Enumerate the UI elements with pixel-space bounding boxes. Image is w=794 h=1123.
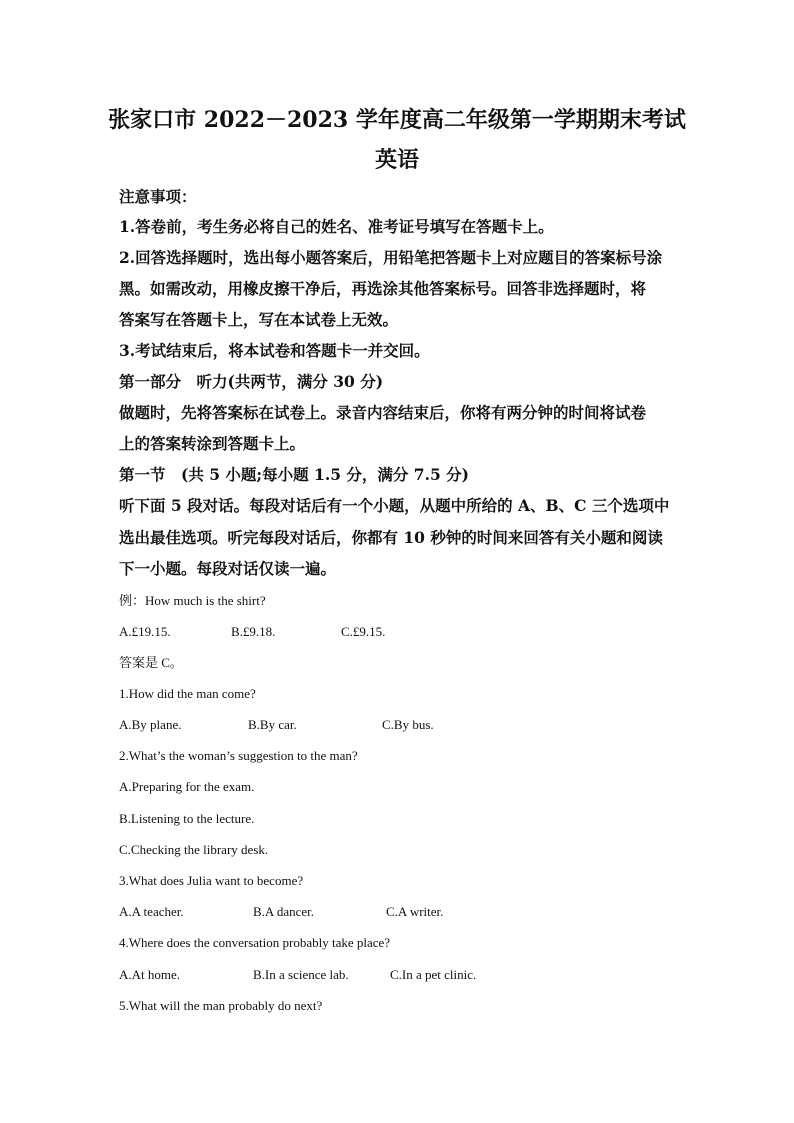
subject-title: 英语 (374, 147, 419, 173)
question-1-options (0, 716, 794, 734)
question-3-text: 3.What does Julia want to become? (119, 873, 304, 888)
part1-instruction-line-1: 做题时，先将答案标在试卷上。录音内容结束后，你将有两分钟的时间将试卷 (119, 403, 647, 422)
question-1-option-b: B.By car. (248, 717, 297, 732)
question-2-option-a: A.Preparing for the exam. (119, 779, 255, 794)
notice-item-1: 1.答卷前，考生务必将自己的姓名、准考证号填写在答题卡上。 (119, 217, 554, 236)
question-2-text: 2.What’s the woman’s suggestion to the man? (119, 748, 358, 763)
section1-heading: 第一节 (共 5 小题;每小题 1.5 分，满分 7.5 分) (119, 465, 469, 484)
example-options (0, 623, 794, 641)
question-3-option-a: A.A teacher. (119, 904, 184, 919)
question-4-option-c: C.In a pet clinic. (390, 967, 477, 982)
question-1-text: 1.How did the man come? (119, 686, 256, 701)
question-4-options (0, 966, 794, 984)
question-1-option-c: C.By bus. (382, 717, 434, 732)
example-option-a: A.£19.15. (119, 624, 171, 639)
example-option-b: B.£9.18. (231, 624, 276, 639)
example-answer: 答案是 C。 (119, 655, 183, 670)
question-1-option-a: A.By plane. (119, 717, 182, 732)
notice-item-2-line-2: 黑。如需改动，用橡皮擦干净后，再选涂其他答案标号。回答非选择题时，将 (119, 279, 647, 298)
question-2-option-b: B.Listening to the lecture. (119, 811, 255, 826)
question-4-option-a: A.At home. (119, 967, 181, 982)
notice-item-2-line-3: 答案写在答题卡上，写在本试卷上无效。 (119, 310, 399, 329)
question-4-option-b: B.In a science lab. (253, 967, 349, 982)
example-question: 例：How much is the shirt? (119, 593, 266, 608)
part1-heading: 第一部分 听力(共两节，满分 30 分) (119, 372, 384, 391)
question-4-text: 4.Where does the conversation probably take place? (119, 935, 391, 950)
section1-instruction-line-3: 下一小题。每段对话仅读一遍。 (119, 559, 337, 578)
question-3-option-c: C.A writer. (386, 904, 444, 919)
question-3-options (0, 903, 794, 921)
question-2-option-c: C.Checking the library desk. (119, 842, 269, 857)
question-5-text: 5.What will the man probably do next? (119, 998, 323, 1013)
notice-item-2-line-1: 2.回答选择题时，选出每小题答案后，用铅笔把答题卡上对应题目的答案标号涂 (119, 248, 663, 267)
example-option-c: C.£9.15. (341, 624, 386, 639)
exam-title: 张家口市 2022－2023 学年度高二年级第一学期期末考试 (108, 107, 686, 133)
part1-instruction-line-2: 上的答案转涂到答题卡上。 (119, 434, 306, 453)
question-3-option-b: B.A dancer. (253, 904, 315, 919)
section1-instruction-line-2: 选出最佳选项。听完每段对话后，你都有 10 秒钟的时间来回答有关小题和阅读 (119, 528, 663, 547)
notice-item-3: 3.考试结束后，将本试卷和答题卡一并交回。 (119, 341, 430, 360)
section1-instruction-line-1: 听下面 5 段对话。每段对话后有一个小题，从题中所给的 A、B、C 三个选项中 (119, 496, 670, 515)
notice-heading: 注意事项： (119, 187, 197, 206)
